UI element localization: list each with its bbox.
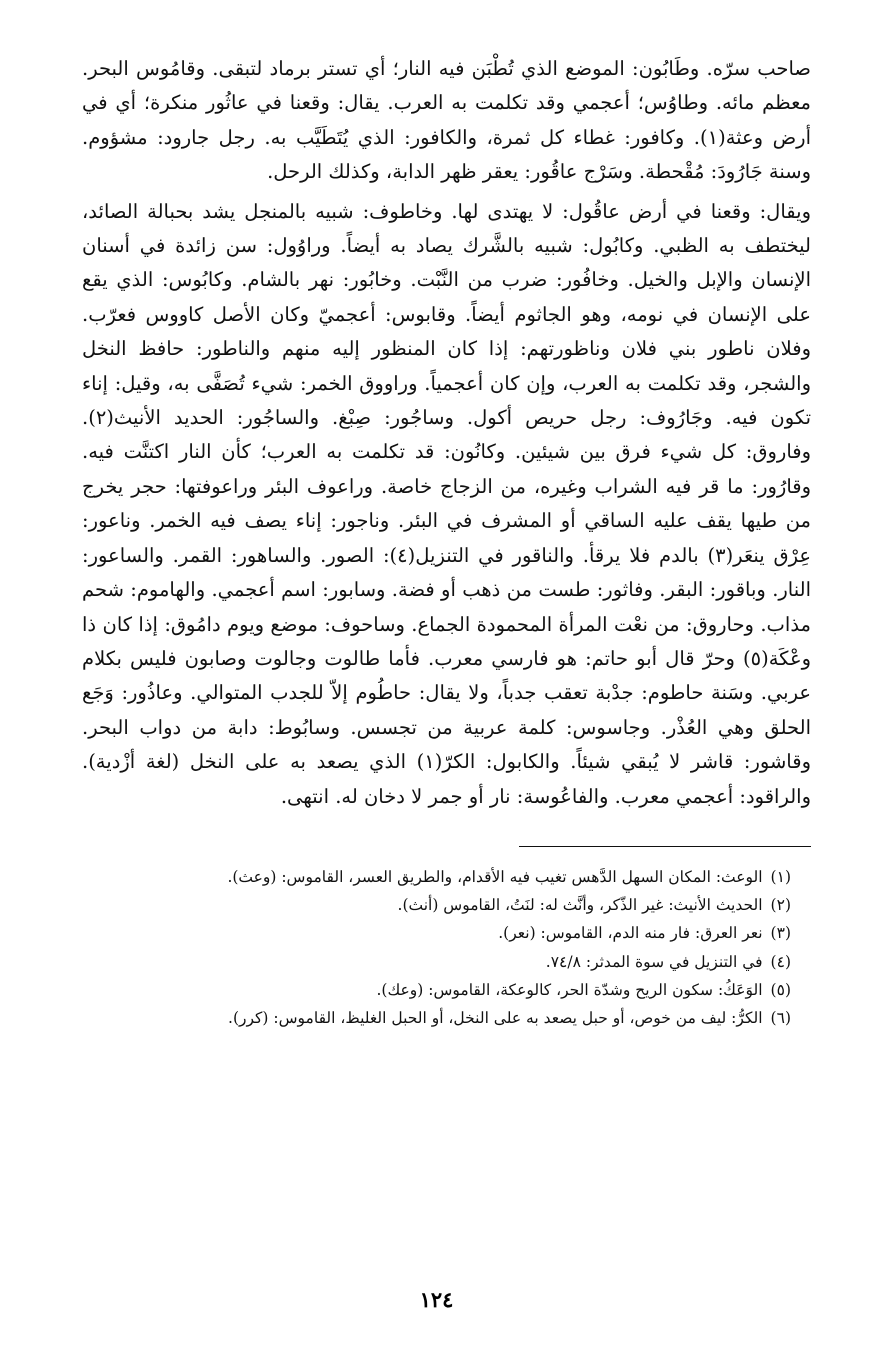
footnote-number: (٢) [770, 896, 791, 915]
footnote-number: (١) [770, 867, 791, 886]
footnote-4 [82, 948, 791, 976]
body-paragraph-2: ويقال: وقعنا في أرض عاقُول: لا يهتدى لها. وخاطوف: شبيه بالمنجل يشد بحبالة الصائد، ليختطف به الظبي. وكابُول: شبيه بالشَّرك يصاد به أيضاً. وراوُول: سن زائدة في أسنان الإنسان والإبل والخيل. وخافُور: ضرب من النَّبْت. وخابُور: نهر بالشام. وكابُوس: الذي يقع على الإنسان في نومه، وهو الجاثوم أيضاً. وقابوس: أعجميّ وكان الأصل كاووس فعرّب. وفلان ناطور بني فلان وناظورتهم: إذا كان المنظور إليه منهم والناطور: حافظ النخل والشجر، وقد تكلمت به العرب، وإن كان أعجمياً. وراووق الخمر: شيء تُصَفَّى به، وقيل: إناء تكون فيه. وجَارُوف: رجل حريص أكول. وساجُور: صِبْغ. والساجُور: الحديد الأنيث(٢). وفاروق: كل شيء فرق بين شيئين. وكانُون: قد تكلمت به العرب؛ كأن النار اكتنَّت فيه. وقارُور: ما قر فيه الشراب وغيره، من الزجاج خاصة. وراعوف البئر وراعوفتها: حجر يخرج من طيها يقف عليه الساقي أو المشرف في البئر. وناجور: إناء يصف فيه الخمر. وناعور: عِرْق ينعَر(٣) بالدم فلا يرقأ. والناقور في التنزيل(٤): الصور. والساهور: القمر. والساعور: النار. وباقور: البقر. وفاثور: طست من ذهب أو فضة. وسابور: اسم أعجمي. والهاموم: شحم مذاب. وحاروق: من نعْت المرأة المحمودة الجماع. وساحوف: موضع ويوم دامُوق: إذا كان ذا وعْكَة(٥) وحرّ قال أبو حاتم: هو فارسي معرب. فأما طالوت وجالوت وصابون فليس بكلام عربي. وسَنة حاطوم: جدْبة تعقب جدباً، ولا يقال: حاطُوم إلاّ للجدب المتوالي. وعاذُور: وَجَع الحلق وهي العُذْر. وجاسوس: كلمة عربية من تجسس. وسابُوط: دابة من دواب البحر. وقاشور: قاشر لا يُبقي شيئاً. والكابول: الكرّ(١) الذي يصعد به على النخل (لغة أزْدية). والراقود: أعجمي معرب. والفاعُوسة: نار أو جمر لا دخان له. انتهى. [82, 199, 812, 808]
footnote-1 [82, 863, 791, 891]
footnote-text: الكرُّ: ليف من خوص، أو حبل يصعد به على النخل، أو الحبل الغليظ، القاموس: (كرر). [228, 1008, 763, 1027]
page-number: ١٢٤ [419, 1288, 454, 1312]
footnote-number: (٦) [770, 1008, 791, 1027]
footnote-text: في التنزيل في سوة المدثر: ٧٤/٨. [545, 952, 763, 971]
body-paragraph-1: صاحب سرّه. وطَابُون: الموضع الذي تُطْبَن فيه النار؛ أي تستر برماد لتبقى. وقامُوس البحر. معظم مائه. وطاوُس؛ أعجمي وقد تكلمت به العرب. يقال: وقعنا في عاثُور منكرة؛ أي في أرض وعثة(١). وكافور: غطاء كل ثمرة، والكافور: الذي يُتَطَيَّب به. رجل جارود: مشؤوم. وسنة جَارُودَ: مُقْحطة. وسَرْج عاقُور: يعقر ظهر الدابة، وكذلك الرحل. [82, 57, 811, 184]
footnote-number: (٤) [770, 952, 791, 971]
footnote-number: (٣) [770, 924, 791, 943]
footnote-5 [82, 976, 791, 1004]
footnote-text: نعر العرق: فار منه الدم، القاموس: (نعر). [498, 924, 763, 943]
footnote-6 [82, 1004, 791, 1032]
footnote-2 [82, 891, 791, 919]
footnote-text: الوعث: المكان السهل الدَّهس تغيب فيه الأقدام، والطريق العسر، القاموس: (وعث). [227, 867, 763, 886]
footnotes [82, 863, 811, 1032]
footnote-number: (٥) [770, 980, 791, 999]
footnote-text: الوَعَكُ: سكون الريح وشدّة الحر، كالوعكة، القاموس: (وعك). [376, 980, 763, 999]
footnote-separator [519, 846, 811, 847]
footnote-text: الحديث الأنيث: غير الذّكر، وأنَّث له: لنَتُ، القاموس (أنث). [397, 896, 763, 915]
footnote-3 [82, 919, 791, 947]
